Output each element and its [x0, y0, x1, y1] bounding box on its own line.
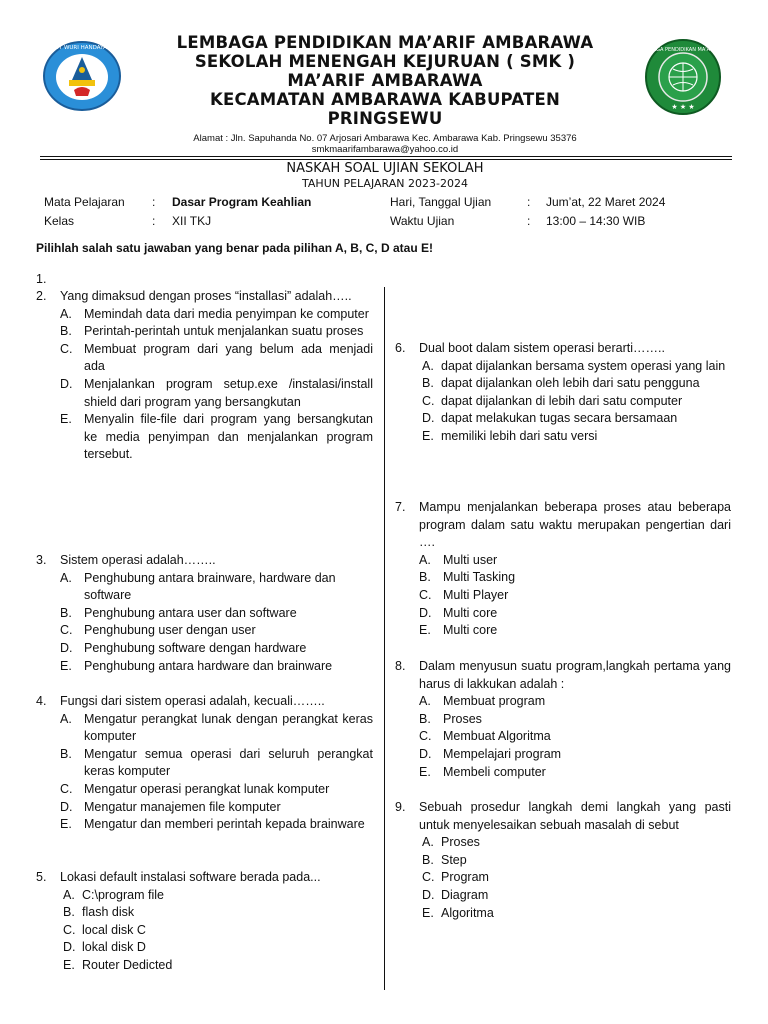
- option-c: [419, 728, 731, 746]
- svg-text:★ ★ ★: ★ ★ ★: [671, 103, 695, 111]
- option-text: Mengatur semua operasi dari seluruh perangkat keras komputer: [84, 746, 373, 779]
- question-number: 8.: [395, 659, 406, 673]
- option-text: Step: [441, 852, 467, 867]
- option-text: local disk C: [82, 922, 146, 937]
- option-text: dapat melakukan tugas secara bersamaan: [441, 411, 678, 426]
- option-letter: B.: [419, 711, 431, 726]
- option-letter: B.: [419, 570, 431, 585]
- option-text: Mempelajari program: [443, 746, 562, 761]
- option-d: [60, 376, 373, 411]
- option-text: Membeli computer: [443, 764, 546, 779]
- time-value: 13:00 – 14:30 WIB: [546, 214, 646, 228]
- option-letter: C.: [60, 623, 73, 638]
- question-5: [36, 869, 373, 975]
- option-e: [60, 658, 373, 676]
- option-a: [419, 552, 731, 570]
- option-letter: D.: [422, 887, 435, 902]
- option-text: Memindah data dari media penyimpan ke computer: [84, 306, 369, 321]
- option-b: [422, 852, 731, 870]
- option-b: [60, 323, 373, 341]
- exam-year: TAHUN PELAJARAN 2023-2024: [302, 177, 468, 190]
- option-text: flash disk: [82, 905, 135, 920]
- question-number: 5.: [36, 870, 47, 884]
- column-divider: [384, 287, 385, 990]
- option-letter: E.: [419, 623, 431, 638]
- option-letter: E.: [60, 817, 72, 832]
- option-letter: A.: [422, 358, 434, 373]
- option-text: Membuat program: [443, 694, 546, 709]
- option-text: Mengatur dan memberi perintah kepada brainware: [84, 817, 365, 832]
- option-a: [60, 570, 373, 605]
- option-letter: B.: [63, 905, 75, 920]
- option-text: lokal disk D: [82, 940, 146, 955]
- option-letter: D.: [60, 799, 73, 814]
- svg-text:LEMBAGA PENDIDIKAN MA'ARIF NU: LEMBAGA PENDIDIKAN MA'ARIF NU: [639, 47, 727, 53]
- question-text: Dual boot dalam sistem operasi berarti……..: [419, 341, 665, 355]
- option-text: Mengatur operasi perangkat lunak komputer: [84, 781, 330, 796]
- option-d: [422, 410, 731, 428]
- option-e: [422, 428, 731, 446]
- option-text: Multi Player: [443, 587, 509, 602]
- option-text: Diagram: [441, 887, 489, 902]
- option-a: [422, 834, 731, 852]
- option-letter: E.: [422, 905, 434, 920]
- question-number: 6.: [395, 341, 406, 355]
- question-7: [395, 499, 731, 640]
- option-letter: B.: [422, 852, 434, 867]
- question-6: [395, 340, 731, 446]
- option-c: [422, 869, 731, 887]
- question-number: 2.: [36, 289, 47, 303]
- option-e: [60, 411, 373, 464]
- question-text: Sebuah prosedur langkah demi langkah yang pasti untuk menyelesaikan sebuah masalah di sebut: [419, 800, 731, 832]
- option-letter: C.: [419, 587, 432, 602]
- option-b: [60, 605, 373, 623]
- question-number: 7.: [395, 500, 406, 514]
- option-b: [422, 375, 731, 393]
- option-text: dapat dijalankan di lebih dari satu computer: [441, 393, 683, 408]
- option-d: [63, 939, 373, 957]
- option-letter: E.: [419, 764, 431, 779]
- option-letter: C.: [422, 393, 435, 408]
- option-letter: A.: [63, 887, 75, 902]
- option-text: Penghubung user dengan user: [84, 623, 256, 638]
- option-letter: A.: [419, 694, 431, 709]
- option-d: [60, 799, 373, 817]
- question-1: [36, 271, 376, 289]
- school-header: [150, 33, 620, 128]
- option-text: Membuat Algoritma: [443, 729, 551, 744]
- option-letter: C.: [419, 729, 432, 744]
- svg-text:TUT WURI HANDAYANI: TUT WURI HANDAYANI: [51, 45, 113, 51]
- option-d: [60, 640, 373, 658]
- option-text: Penghubung antara brainware, hardware dan software: [84, 570, 336, 603]
- subject-label: Mata Pelajaran: [44, 195, 125, 209]
- option-c: [422, 393, 731, 411]
- question-4: [36, 693, 373, 834]
- option-letter: D.: [60, 640, 73, 655]
- option-c: [60, 341, 373, 376]
- date-colon: :: [527, 195, 531, 209]
- question-number: 9.: [395, 800, 406, 814]
- option-e: [419, 622, 731, 640]
- option-e: [422, 905, 731, 923]
- option-text: dapat dijalankan oleh lebih dari satu pengguna: [441, 376, 700, 391]
- option-letter: D.: [419, 605, 432, 620]
- option-letter: D.: [422, 411, 435, 426]
- option-a: [422, 358, 731, 376]
- question-3: [36, 552, 373, 675]
- school-email: smkmaarifambarawa@yahoo.co.id: [311, 144, 459, 155]
- option-text: Proses: [443, 711, 482, 726]
- question-9: [395, 799, 731, 922]
- header-line-3: MA’ARIF AMBARAWA: [287, 71, 483, 90]
- question-text: [60, 271, 376, 289]
- option-letter: B.: [60, 746, 72, 761]
- option-letter: B.: [422, 376, 434, 391]
- date-label: Hari, Tanggal Ujian: [390, 195, 492, 209]
- option-b: [419, 569, 731, 587]
- option-letter: D.: [60, 376, 73, 391]
- option-a: [419, 693, 731, 711]
- school-address: Alamat : Jln. Sapuhanda No. 07 Arjosari Ambarawa Kec. Ambarawa Kab. Pringsewu 35376: [193, 133, 577, 144]
- option-text: dapat dijalankan bersama system operasi yang lain: [441, 358, 726, 373]
- tut-wuri-handayani-logo: [42, 40, 122, 112]
- option-text: Router Dedicted: [82, 957, 173, 972]
- class-value: XII TKJ: [172, 214, 212, 228]
- option-text: Membuat program dari yang belum ada menjadi ada: [84, 341, 373, 374]
- header-line-2: SEKOLAH MENENGAH KEJURUAN ( SMK ): [194, 52, 576, 71]
- school-address-block: [150, 133, 620, 155]
- question-number: 4.: [36, 694, 47, 708]
- question-text: Dalam menyusun suatu program,langkah pertama yang harus di lakkukan adalah :: [419, 659, 731, 691]
- option-letter: E.: [60, 658, 72, 673]
- option-letter: A.: [60, 570, 72, 585]
- option-b: [419, 711, 731, 729]
- option-letter: B.: [60, 605, 72, 620]
- subject-value: Dasar Program Keahlian: [172, 195, 312, 209]
- option-text: Program: [441, 870, 489, 885]
- option-text: Mengatur manajemen file komputer: [84, 799, 281, 814]
- question-number: 1.: [36, 272, 47, 286]
- option-a: [60, 711, 373, 746]
- option-letter: D.: [63, 940, 76, 955]
- date-value: Jum’at, 22 Maret 2024: [546, 195, 666, 209]
- header-line-1: LEMBAGA PENDIDIKAN MA’ARIF AMBARAWA: [176, 33, 594, 52]
- option-text: Menyalin file-file dari program yang bersangkutan ke media penyimpan dan menjalankan program tersebut.: [84, 412, 373, 462]
- option-letter: C.: [63, 922, 76, 937]
- option-text: Multi core: [443, 623, 498, 638]
- option-c: [60, 622, 373, 640]
- option-letter: A.: [422, 835, 434, 850]
- option-letter: E.: [60, 412, 72, 427]
- option-letter: A.: [60, 306, 72, 321]
- option-e: [60, 816, 373, 834]
- option-text: Multi user: [443, 552, 498, 567]
- option-letter: D.: [419, 746, 432, 761]
- option-text: Perintah-perintah untuk menjalankan suatu proses: [84, 324, 364, 339]
- option-c: [63, 922, 373, 940]
- question-8: [395, 658, 731, 781]
- exam-instruction: Pilihlah salah satu jawaban yang benar pada pilihan A, B, C, D atau E!: [36, 241, 433, 255]
- time-label: Waktu Ujian: [390, 214, 455, 228]
- option-letter: E.: [63, 957, 75, 972]
- option-b: [60, 746, 373, 781]
- question-text: Fungsi dari sistem operasi adalah, kecuali……..: [60, 694, 325, 708]
- option-text: Menjalankan program setup.exe /instalasi/install shield dari program yang bersangkutan: [84, 376, 373, 409]
- class-colon: :: [152, 214, 156, 228]
- question-text: Yang dimaksud dengan proses “installasi” adalah…..: [60, 289, 352, 303]
- option-d: [422, 887, 731, 905]
- option-c: [419, 587, 731, 605]
- header-divider-bottom: [40, 159, 732, 160]
- option-c: [60, 781, 373, 799]
- option-text: Algoritma: [441, 905, 494, 920]
- option-a: [63, 887, 373, 905]
- option-d: [419, 746, 731, 764]
- option-text: Penghubung antara hardware dan brainware: [84, 658, 333, 673]
- option-text: memiliki lebih dari satu versi: [441, 428, 598, 443]
- option-text: Proses: [441, 835, 480, 850]
- time-colon: :: [527, 214, 531, 228]
- option-letter: A.: [419, 552, 431, 567]
- maarif-nu-logo: [639, 38, 727, 116]
- header-divider-top: [40, 156, 732, 157]
- class-label: Kelas: [44, 214, 75, 228]
- header-line-5: PRINGSEWU: [327, 109, 443, 128]
- option-text: C:\program file: [82, 887, 164, 902]
- subject-colon: :: [152, 195, 156, 209]
- option-b: [63, 904, 373, 922]
- question-number: 3.: [36, 553, 47, 567]
- option-letter: C.: [60, 781, 73, 796]
- option-letter: A.: [60, 711, 72, 726]
- option-text: Penghubung antara user dan software: [84, 605, 297, 620]
- option-text: Penghubung software dengan hardware: [84, 640, 307, 655]
- option-a: [60, 306, 373, 324]
- option-d: [419, 605, 731, 623]
- option-text: Multi core: [443, 605, 498, 620]
- exam-title: NASKAH SOAL UJIAN SEKOLAH: [286, 161, 484, 176]
- question-2: [36, 288, 373, 464]
- option-letter: C.: [422, 870, 435, 885]
- option-text: Multi Tasking: [443, 570, 516, 585]
- option-letter: E.: [422, 428, 434, 443]
- question-text: Mampu menjalankan beberapa proses atau beberapa program dalam satu waktu merupakan pengertian dari ….: [419, 500, 731, 550]
- question-text: Sistem operasi adalah……..: [60, 553, 216, 567]
- option-letter: C.: [60, 341, 73, 356]
- option-letter: B.: [60, 324, 72, 339]
- option-text: Mengatur perangkat lunak dengan perangkat keras komputer: [84, 711, 373, 744]
- option-e: [63, 957, 373, 975]
- question-text: Lokasi default instalasi software berada pada...: [60, 870, 321, 884]
- option-e: [419, 764, 731, 782]
- header-line-4: KECAMATAN AMBARAWA KABUPATEN: [210, 90, 560, 109]
